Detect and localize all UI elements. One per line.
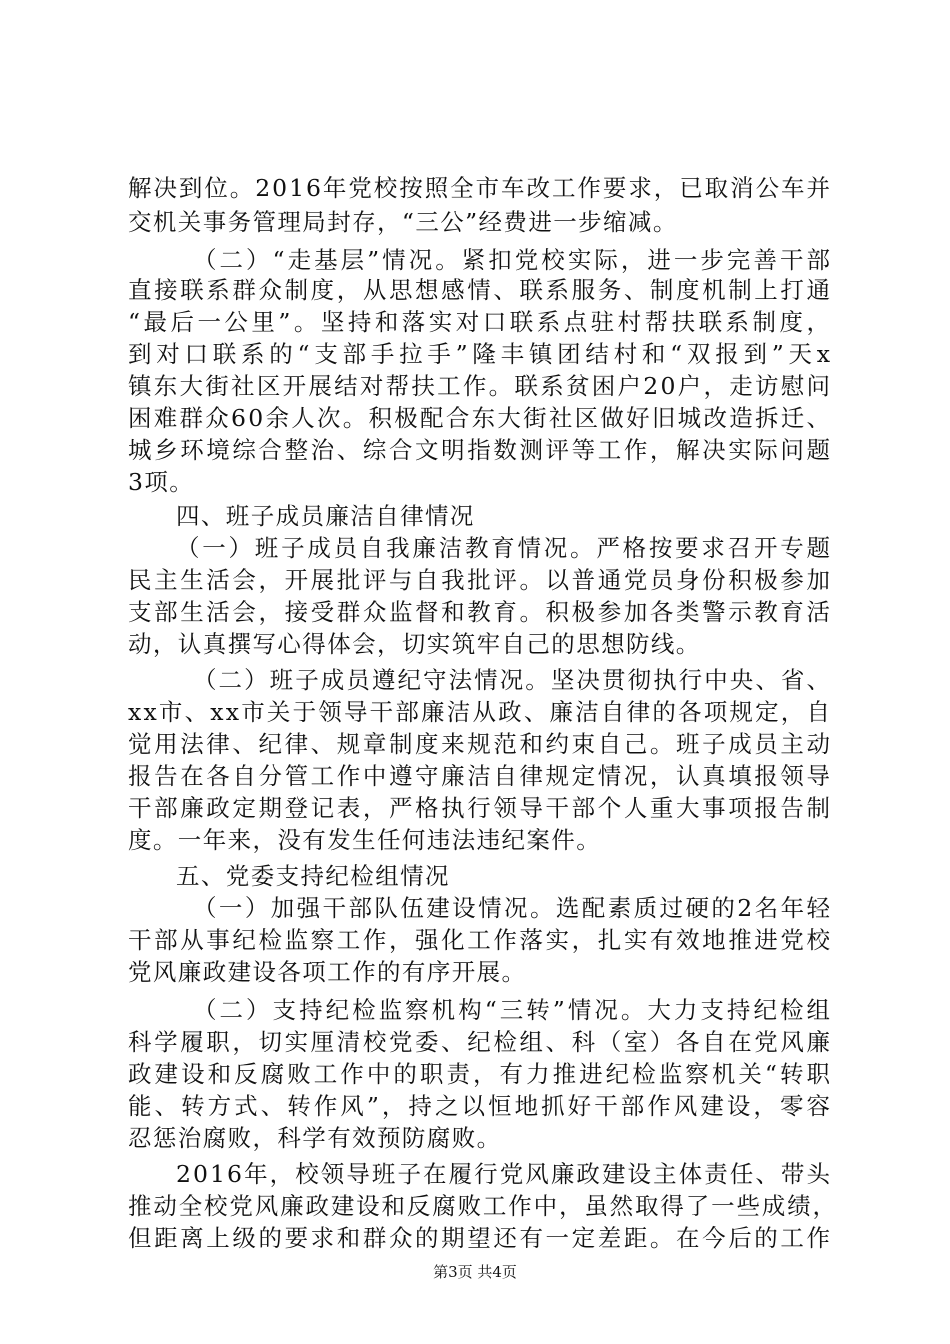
body-line: 3项。 xyxy=(128,468,195,496)
body-line: 解决到位。2016年党校按照全市车改工作要求，已取消公车并 xyxy=(128,174,832,202)
body-line: 能、转方式、转作风”，持之以恒地抓好干部作风建设，零容 xyxy=(128,1092,834,1120)
body-line: 困难群众60余人次。积极配合东大街社区做好旧城改造拆迁、 xyxy=(128,404,833,432)
section-heading: 五、党委支持纪检组情况 xyxy=(176,862,450,890)
body-line: xx市、xx市关于领导干部廉洁从政、廉洁自律的各项规定，自 xyxy=(128,698,833,726)
body-line: 支部生活会，接受群众监督和教育。积极参加各类警示教育活 xyxy=(128,598,833,626)
body-line: 觉用法律、纪律、规章制度来规范和约束自己。班子成员主动 xyxy=(128,730,833,758)
body-line: （一）加强干部队伍建设情况。选配素质过硬的2名年轻 xyxy=(193,894,833,922)
body-line: 政建设和反腐败工作中的职责，有力推进纪检监察机关“转职 xyxy=(128,1060,834,1088)
body-line: 科学履职，切实厘清校党委、纪检组、科（室）各自在党风廉 xyxy=(128,1028,833,1056)
body-line: 城乡环境综合整治、综合文明指数测评等工作，解决实际问题 xyxy=(128,436,833,464)
body-line: 直接联系群众制度，从思想感情、联系服务、制度机制上打通 xyxy=(128,276,833,304)
body-line: （二）支持纪检监察机构“三转”情况。大力支持纪检组 xyxy=(193,996,834,1024)
body-line: 报告在各自分管工作中遵守廉洁自律规定情况，认真填报领导 xyxy=(128,762,833,790)
body-line: （二）班子成员遵纪守法情况。坚决贯彻执行中央、省、 xyxy=(193,666,833,694)
body-line: 2016年，校领导班子在履行党风廉政建设主体责任、带头 xyxy=(176,1160,833,1188)
body-line: （二）“走基层”情况。紧扣党校实际，进一步完善干部 xyxy=(193,246,834,274)
body-line: 动，认真撰写心得体会，切实筑牢自己的思想防线。 xyxy=(128,630,701,658)
body-line: 镇东大街社区开展结对帮扶工作。联系贫困户20户，走访慰问 xyxy=(128,372,833,400)
body-line: 党风廉政建设各项工作的有序开展。 xyxy=(128,958,527,986)
section-heading: 四、班子成员廉洁自律情况 xyxy=(176,502,475,530)
body-line: 交机关事务管理局封存，“三公”经费进一步缩减。 xyxy=(128,208,678,236)
body-line: 忍惩治腐败，科学有效预防腐败。 xyxy=(128,1124,502,1152)
body-line: 民主生活会，开展批评与自我批评。以普通党员身份积极参加 xyxy=(128,566,833,594)
body-line: 度。一年来，没有发生任何违法违纪案件。 xyxy=(128,826,602,854)
body-line: 推动全校党风廉政建设和反腐败工作中，虽然取得了一些成绩， xyxy=(128,1192,838,1220)
body-line: “最后一公里”。坚持和落实对口联系点驻村帮扶联系制度， xyxy=(128,308,834,336)
body-line: 到对口联系的“支部手拉手”隆丰镇团结村和“双报到”天x xyxy=(128,340,835,368)
body-line: 干部从事纪检监察工作，强化工作落实，扎实有效地推进党校 xyxy=(128,926,833,954)
body-line: 干部廉政定期登记表，严格执行领导干部个人重大事项报告制 xyxy=(128,794,833,822)
body-line: 但距离上级的要求和群众的期望还有一定差距。在今后的工作 xyxy=(128,1224,833,1252)
body-line: （一）班子成员自我廉洁教育情况。严格按要求召开专题 xyxy=(176,534,833,562)
page-footer: 第3页 共4页 xyxy=(433,1263,517,1281)
